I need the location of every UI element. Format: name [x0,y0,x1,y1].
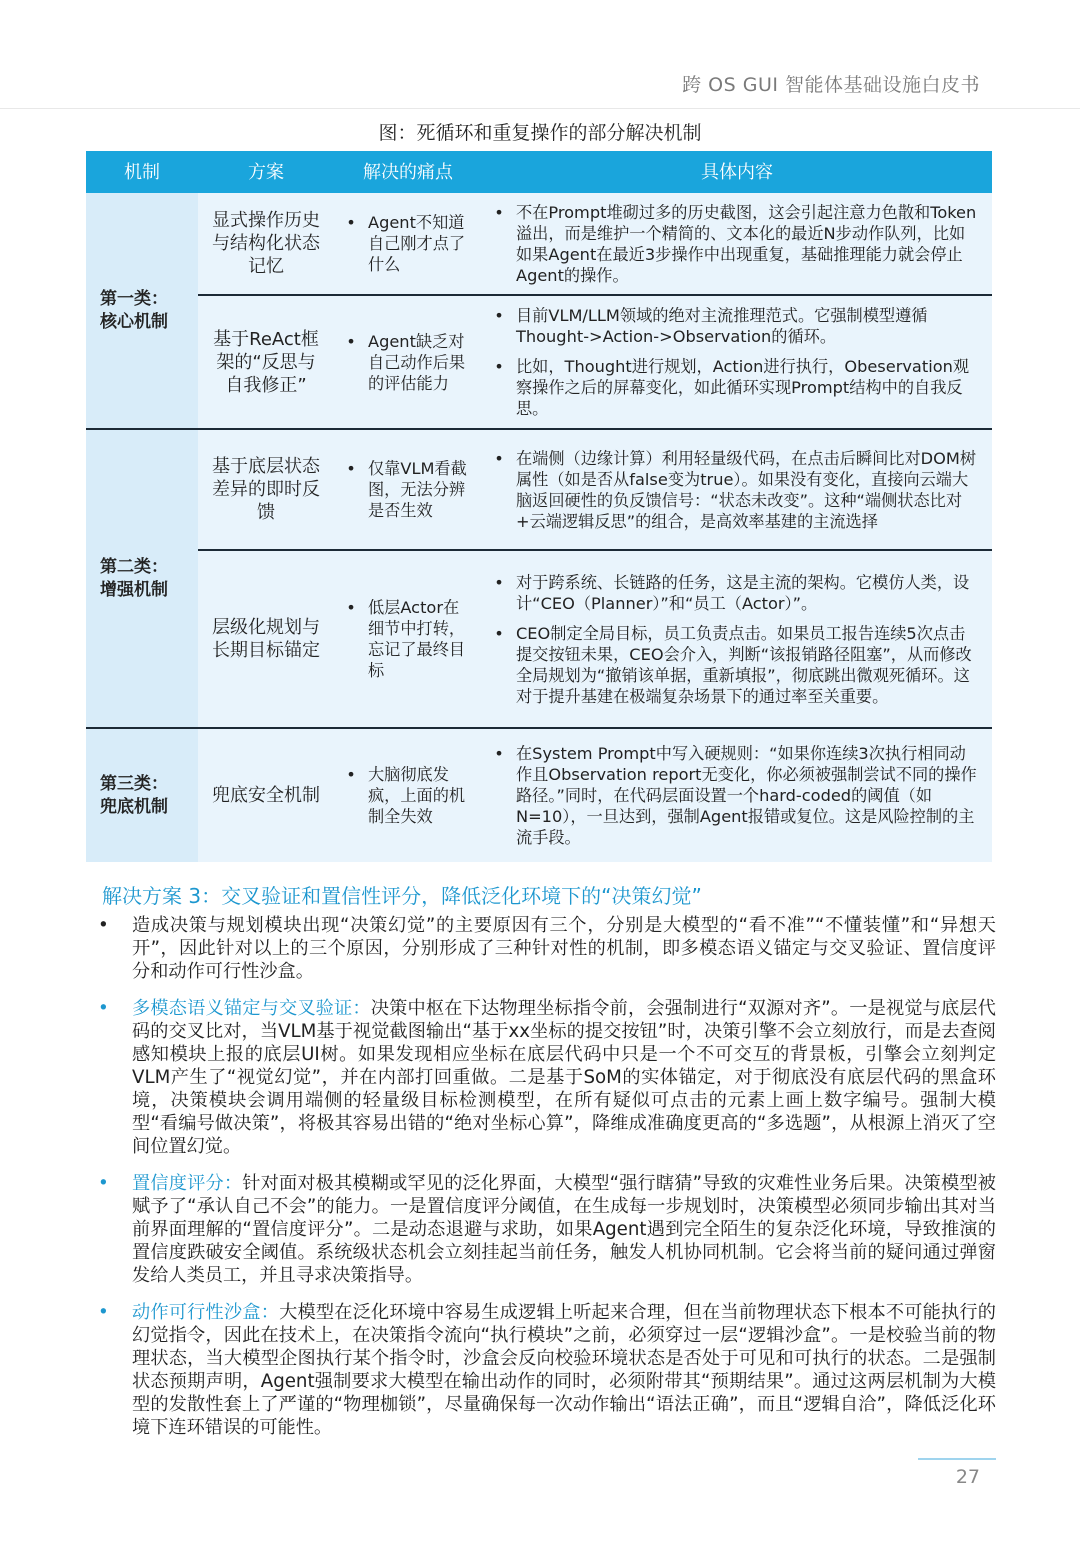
solution-list [96,914,996,1453]
section-heading: 解决方案 3：交叉验证和置信性评分，降低泛化环境下的“决策幻觉” [102,884,702,908]
paragraph-text: 针对面对极其模糊或罕见的泛化界面，大模型“强行瞎猜”导致的灾难性业务后果。决策模型被赋予了“承认自己不会”的能力。一是置信度评分阈值，在生成每一步规划时，决策模型必须同步输出其对当前界面理解的“置信度评分”。二是动态退避与求助，如果Agent遇到完全陌生的复杂泛化环境，导致推演的置信度跌破安全阈值。系统级状态机会立刻挂起当前任务，触发人机协同机制。它会将当前的疑问通过弹窗发给人类员工，并且寻求决策指导。 [132,1173,996,1286]
detail-cell: • 在System Prompt中写入硬规则：“如果你连续3次执行相同动作且Observation report无变化，你必须被强制尝试不同的操作路径。”同时，在代码层面设置一个hard-coded的阈值（如N=10），一旦达到，强制Agent报错或复位。这是风险控制的主流手段。 [482,728,992,862]
detail-cell: • 不在Prompt堆砌过多的历史截图，这会引起注意力色散和Token溢出，而是维护一个精简的、文本化的最近N步动作队列，比如如果Agent在最近3步操作中出现重复，基础推理能力就会停止Agent的操作。 [482,193,992,295]
table-row [86,429,992,550]
bullet-icon: • [98,1173,109,1194]
item-lead: 动作可行性沙盒： [132,1302,280,1323]
header-pain-point: 解决的痛点 [334,151,482,193]
list-item [96,1301,996,1439]
footer-divider [918,1458,996,1460]
mechanism-table [86,151,992,862]
paragraph-text: 大模型在泛化环境中容易生成逻辑上听起来合理，但在当前物理状态下根本不可能执行的幻觉指令，因此在技术上，在决策指令流向“执行模块”之前，必须穿过一层“逻辑沙盒”。一是校验当前的物理状态，当大模型企图执行某个指令时，沙盒会反向校验环境状态是否处于可见和可执行的状态。二是强制状态预期声明，Agent强制要求大模型在输出动作的同时，必须附带其“预期结果”。通过这两层机制为大模型的发散性套上了严谨的“物理枷锁”，尽量确保每一次动作输出“语法正确”，而且“逻辑自洽”，降低泛化环境下连环错误的可能性。 [132,1302,996,1438]
detail-cell: • 目前VLM/LLM领域的绝对主流推理范式。它强制模型遵循Thought->Action->Observation的循环。 • 比如，Thought进行规划，Action进行执行，Obeservation观察操作之后的屏幕变化，如此循环实现Prompt结构中的自我反思。 [482,295,992,429]
category-fallback: 第三类： 兜底机制 [86,728,198,862]
detail-cell: • 在端侧（边缘计算）利用轻量级代码，在点击后瞬间比对DOM树属性（如是否从false变为true）。如果没有变化，直接向云端大脑返回硬性的负反馈信号：“状态未改变”。这种“端侧状态比对+云端逻辑反思”的组合，是高效率基建的主流选择 [482,429,992,550]
table-row [86,550,992,728]
category-core: 第一类： 核心机制 [86,193,198,429]
category-enhanced: 第二类： 增强机制 [86,429,198,728]
scheme-cell: 层级化规划与长期目标锚定 [198,550,334,728]
header-divider [0,108,1080,109]
figure-title: 图：死循环和重复操作的部分解决机制 [378,122,702,144]
bullet-icon: • [98,915,109,936]
scheme-cell: 基于ReAct框架的“反思与自我修正” [198,295,334,429]
table-row [86,295,992,429]
list-item [96,914,996,983]
table-row [86,728,992,862]
page-number: 27 [955,1466,980,1488]
document-header-title: 跨 OS GUI 智能体基础设施白皮书 [682,74,980,96]
list-item [96,1172,996,1287]
scheme-cell: 基于底层状态差异的即时反馈 [198,429,334,550]
scheme-cell: 显式操作历史与结构化状态记忆 [198,193,334,295]
pain-cell: • 大脑彻底发疯，上面的机制全失效 [334,728,482,862]
table-header-row [86,151,992,193]
table-row [86,193,992,295]
pain-cell: • Agent不知道自己刚才点了什么 [334,193,482,295]
scheme-cell: 兜底安全机制 [198,728,334,862]
bullet-icon: • [98,1302,109,1323]
paragraph-text: 决策中枢在下达物理坐标指令前，会强制进行“双源对齐”。一是视觉与底层代码的交叉比对，当VLM基于视觉截图输出“基于xx坐标的提交按钮”时，决策引擎不会立刻放行，而是去查阅感知模块上报的底层UI树。如果发现相应坐标在底层代码中只是一个不可交互的背景板，引擎会立刻判定VLM产生了“视觉幻觉”，并在内部打回重做。二是基于SoM的实体锚定，对于彻底没有底层代码的黑盒环境，决策模块会调用端侧的轻量级目标检测模型，在所有疑似可点击的元素上画上数字编号。强制大模型“看编号做决策”，将极其容易出错的“绝对坐标心算”，降维成准确度更高的“多选题”，从根源上消灭了空间位置幻觉。 [132,998,996,1157]
list-item [96,997,996,1158]
item-lead: 多模态语义锚定与交叉验证： [132,998,371,1019]
header-mechanism: 机制 [86,151,198,193]
paragraph-text: 造成决策与规划模块出现“决策幻觉”的主要原因有三个，分别是大模型的“看不准”“不懂装懂”和“异想天开”，因此针对以上的三个原因，分别形成了三种针对性的机制，即多模态语义锚定与交叉验证、置信度评分和动作可行性沙盒。 [132,915,996,982]
item-lead: 置信度评分： [132,1173,243,1194]
pain-cell: • 低层Actor在细节中打转，忘记了最终目标 [334,550,482,728]
detail-cell: • 对于跨系统、长链路的任务，这是主流的架构。它模仿人类，设计“CEO（Planner）”和“员工（Actor）”。 • CEO制定全局目标，员工负责点击。如果员工报告连续5次点击提交按钮未果，CEO会介入，判断“该报销路径阻塞”，从而修改全局规划为“撤销该单据，重新填报”，彻底跳出微观死循环。这对于提升基建在极端复杂场景下的通过率至关重要。 [482,550,992,728]
header-scheme: 方案 [198,151,334,193]
pain-cell: • 仅靠VLM看截图，无法分辨是否生效 [334,429,482,550]
pain-cell: • Agent缺乏对自己动作后果的评估能力 [334,295,482,429]
bullet-icon: • [98,998,109,1019]
header-details: 具体内容 [482,151,992,193]
